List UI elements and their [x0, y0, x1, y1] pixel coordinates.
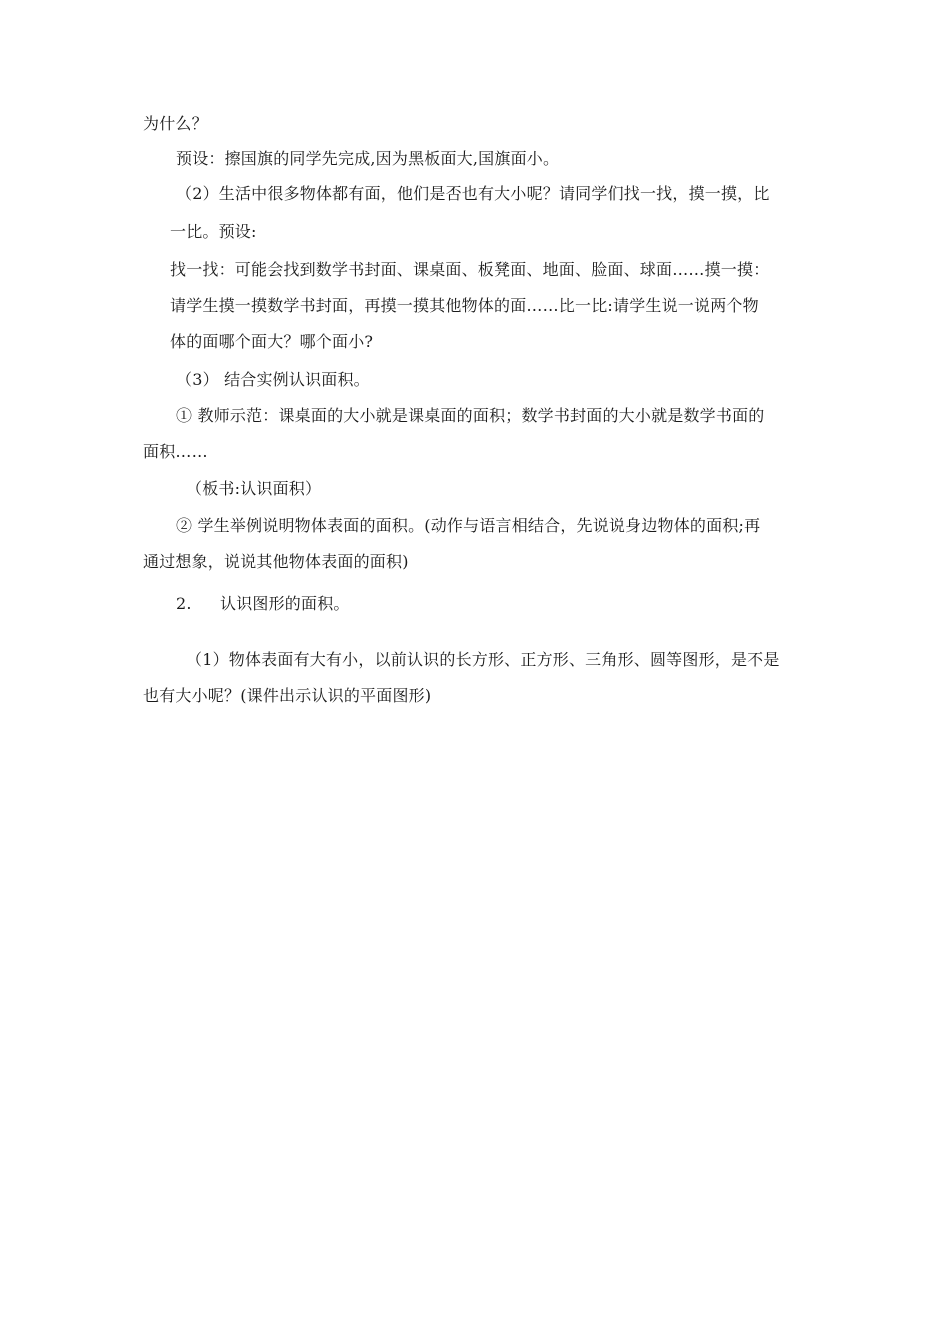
text-line: ② 学生举例说明物体表面的面积。(动作与语言相结合，先说说身边物体的面积;再	[176, 516, 761, 535]
text-line: 一比。预设:	[170, 222, 257, 241]
text-line: 通过想象，说说其他物体表面的面积)	[143, 552, 409, 571]
text-line: ① 教师示范：课桌面的大小就是课桌面的面积；数学书封面的大小就是数学书面的	[176, 406, 765, 425]
numbered-heading	[176, 594, 350, 614]
text-line: 请学生摸一摸数学书封面，再摸一摸其他物体的面……比一比:请学生说一说两个物	[170, 296, 759, 315]
text-line: （板书:认识面积）	[186, 479, 322, 498]
text-line: （1）物体表面有大有小，以前认识的长方形、正方形、三角形、圆等图形，是不是	[186, 650, 780, 669]
item-text: 认识图形的面积。	[220, 594, 350, 613]
text-line: 找一找：可能会找到数学书封面、课桌面、板凳面、地面、脸面、球面……摸一摸：	[170, 260, 770, 279]
text-line: （2）生活中很多物体都有面，他们是否也有大小呢？请同学们找一找，摸一摸，比	[176, 184, 770, 203]
text-line: 也有大小呢？(课件出示认识的平面图形)	[143, 686, 432, 705]
text-line: 预设：擦国旗的同学先完成,因为黑板面大,国旗面小。	[176, 149, 560, 168]
text-line: 体的面哪个面大？哪个面小?	[170, 332, 374, 351]
text-line: （3） 结合实例认识面积。	[176, 370, 370, 389]
item-number: 2.	[176, 594, 192, 613]
text-line: 为什么？	[143, 114, 208, 133]
text-line: 面积……	[143, 442, 208, 461]
